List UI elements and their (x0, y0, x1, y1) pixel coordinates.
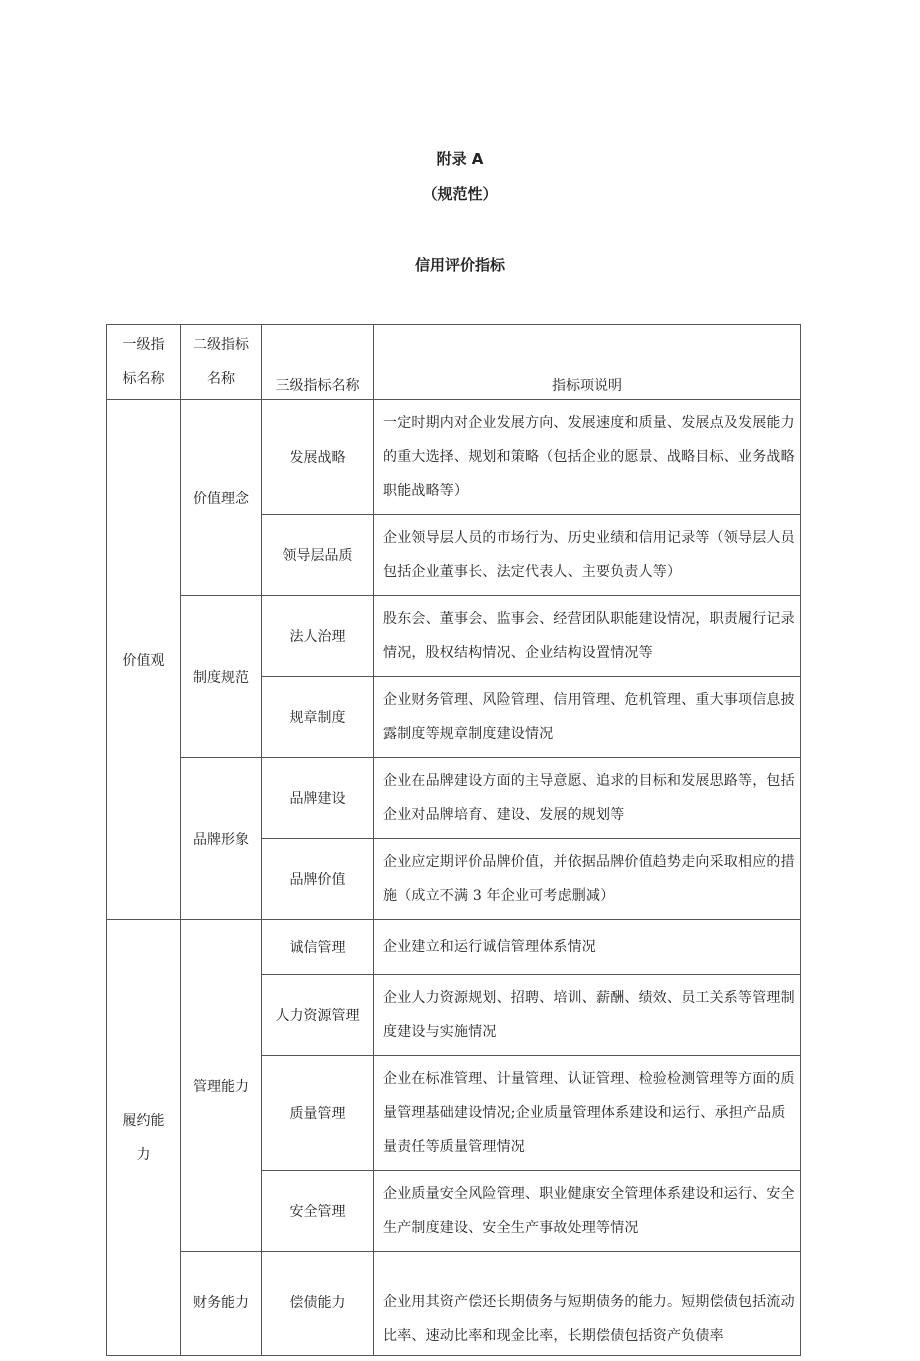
level2-brand-image: 品牌形象 (181, 758, 262, 920)
level3-description: 一定时期内对企业发展方向、发展速度和质量、发展点及发展能力的重大选择、规划和策略（包括企业的愿景、战略目标、业务战略职能战略等） (374, 400, 801, 515)
level3-description: 股东会、董事会、监事会、经营团队职能建设情况，职责履行记录情况，股权结构情况、企业结构设置情况等 (374, 596, 801, 677)
header-level3: 三级指标名称 (262, 325, 374, 400)
level3-name: 质量管理 (262, 1056, 374, 1171)
table-row (107, 758, 801, 839)
normative-label: （规范性） (422, 185, 498, 203)
level3-name: 人力资源管理 (262, 975, 374, 1056)
level3-description: 企业在品牌建设方面的主导意愿、追求的目标和发展思路等，包括企业对品牌培育、建设、发展的规划等 (374, 758, 801, 839)
level3-name: 品牌建设 (262, 758, 374, 839)
level3-name: 领导层品质 (262, 515, 374, 596)
table-row (107, 1252, 801, 1356)
table-row (107, 400, 801, 515)
group-performance-line1: 履约能 (122, 1112, 165, 1129)
header-level2 (181, 325, 262, 400)
header-description: 指标项说明 (374, 325, 801, 400)
header-level1-line2: 标名称 (122, 371, 165, 387)
level2-management: 管理能力 (181, 920, 262, 1252)
level3-description: 企业质量安全风险管理、职业健康安全管理体系建设和运行、安全生产制度建设、安全生产事故处理等情况 (374, 1171, 801, 1252)
level3-name: 安全管理 (262, 1171, 374, 1252)
header-level2-line1: 二级指标 (193, 337, 249, 353)
level2-system-norms: 制度规范 (181, 596, 262, 758)
appendix-label: 附录 A (436, 150, 484, 168)
group-performance (107, 920, 181, 1356)
credit-index-table (106, 324, 801, 1356)
level3-description: 企业用其资产偿还长期债务与短期债务的能力。短期偿债包括流动比率、速动比率和现金比率，长期偿债包括资产负债率 (374, 1252, 801, 1356)
level3-description: 企业在标准管理、计量管理、认证管理、检验检测管理等方面的质量管理基础建设情况;企业质量管理体系建设和运行、承担产品质量责任等质量管理情况 (374, 1056, 801, 1171)
level2-finance: 财务能力 (181, 1252, 262, 1356)
level3-name: 规章制度 (262, 677, 374, 758)
page-title: 信用评价指标 (414, 256, 505, 274)
level3-name: 法人治理 (262, 596, 374, 677)
level3-description: 企业财务管理、风险管理、信用管理、危机管理、重大事项信息披露制度等规章制度建设情况 (374, 677, 801, 758)
level3-description: 企业建立和运行诚信管理体系情况 (374, 920, 801, 975)
header-level1-line1: 一级指 (122, 337, 165, 353)
table-row (107, 920, 801, 975)
level2-value-concept: 价值理念 (181, 400, 262, 596)
group-values: 价值观 (107, 400, 181, 920)
level3-name: 诚信管理 (262, 920, 374, 975)
group-performance-line2: 力 (136, 1146, 151, 1163)
level3-name: 偿债能力 (262, 1252, 374, 1356)
level3-description: 企业领导层人员的市场行为、历史业绩和信用记录等（领导层人员包括企业董事长、法定代表人、主要负责人等） (374, 515, 801, 596)
level3-name: 发展战略 (262, 400, 374, 515)
table-header-row (107, 325, 801, 400)
level3-name: 品牌价值 (262, 839, 374, 920)
header-level1 (107, 325, 181, 400)
level3-description: 企业人力资源规划、招聘、培训、薪酬、绩效、员工关系等管理制度建设与实施情况 (374, 975, 801, 1056)
level3-description: 企业应定期评价品牌价值，并依据品牌价值趋势走向采取相应的措施（成立不满 3 年企业可考虑删减） (374, 839, 801, 920)
table-row (107, 596, 801, 677)
header-level2-line2: 名称 (207, 371, 235, 387)
